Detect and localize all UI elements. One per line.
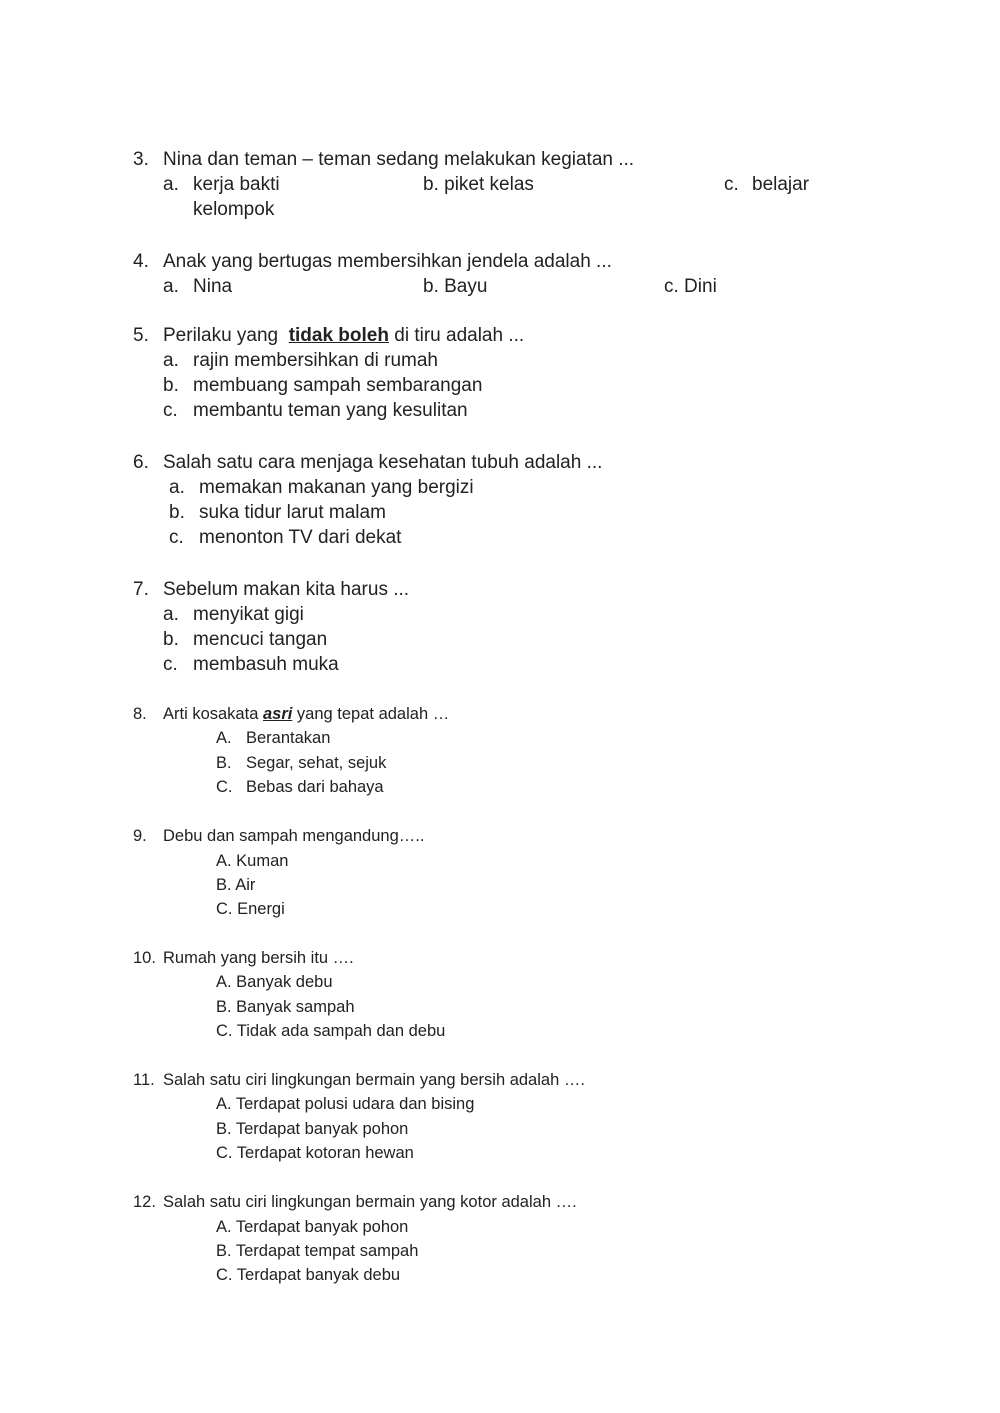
option-letter: c. [163,400,178,421]
option-a: rajin membersihkan di rumah [193,350,438,371]
option-b: B. Banyak sampah [216,998,355,1016]
option-letter: a. [163,174,179,195]
option-c: membantu teman yang kesulitan [193,400,468,421]
option-a: A. Terdapat banyak pohon [216,1218,409,1236]
question-number: 3. [133,149,149,170]
option-b: b. Bayu [423,276,488,297]
option-a: A. Kuman [216,852,289,870]
question-text: Salah satu ciri lingkungan bermain yang kotor adalah …. [163,1193,577,1211]
question-number: 7. [133,579,149,600]
option-letter: A. [216,729,232,747]
question-text-post: di tiru adalah ... [394,325,525,346]
question-text-pre: Perilaku yang [163,325,279,346]
option-b: B. Terdapat tempat sampah [216,1242,419,1260]
question-number: 10. [133,949,156,967]
question-text-pre: Arti kosakata [163,705,259,723]
question-text: Salah satu cara menjaga kesehatan tubuh adalah ... [163,452,603,473]
question-number: 12. [133,1193,156,1211]
question-number: 9. [133,827,147,845]
option-c-continuation: kelompok [193,199,275,220]
option-a: menyikat gigi [193,604,304,625]
question-text: Anak yang bertugas membersihkan jendela adalah ... [163,251,612,272]
option-c: c. Dini [664,276,717,297]
option-a: kerja bakti [193,174,280,195]
emphasis-underlined: asri [262,705,293,723]
option-letter: b. [163,375,179,396]
question-text-post: yang tepat adalah … [296,705,450,723]
emphasis-underlined: tidak boleh [288,325,389,346]
option-letter: C. [216,778,233,796]
option-a: Nina [193,276,233,297]
question-text: Debu dan sampah mengandung….. [163,827,425,845]
option-letter: a. [163,276,179,297]
option-letter: a. [163,604,179,625]
option-b: Segar, sehat, sejuk [246,754,387,772]
option-c: menonton TV dari dekat [199,527,402,548]
question-number: 11. [133,1071,155,1089]
question-text: Rumah yang bersih itu …. [163,949,354,967]
option-letter: c. [724,174,739,195]
option-letter: c. [163,654,178,675]
option-letter: B. [216,754,232,772]
option-b: b. piket kelas [423,174,534,195]
option-c: belajar [752,174,810,195]
question-text: Nina dan teman – teman sedang melakukan kegiatan ... [163,149,635,170]
option-a: memakan makanan yang bergizi [199,477,474,498]
option-c: C. Tidak ada sampah dan debu [216,1022,446,1040]
option-letter: b. [163,629,179,650]
option-a: A. Terdapat polusi udara dan bising [216,1095,475,1113]
option-letter: a. [169,477,185,498]
question-number: 6. [133,452,149,473]
question-number: 5. [133,325,149,346]
option-c: Bebas dari bahaya [246,778,384,796]
question-number: 8. [133,705,147,723]
option-b: B. Terdapat banyak pohon [216,1120,409,1138]
option-c: membasuh muka [193,654,339,675]
option-b: suka tidur larut malam [199,502,386,523]
option-letter: a. [163,350,179,371]
option-letter: c. [169,527,184,548]
option-a: Berantakan [246,729,331,747]
option-b: mencuci tangan [193,629,328,650]
option-c: C. Terdapat kotoran hewan [216,1144,414,1162]
option-letter: b. [169,502,185,523]
option-b: membuang sampah sembarangan [193,375,483,396]
question-number: 4. [133,251,149,272]
option-a: A. Banyak debu [216,973,333,991]
question-text [163,326,524,345]
question-text: Salah satu ciri lingkungan bermain yang bersih adalah …. [163,1071,585,1089]
option-b: B. Air [216,876,256,894]
option-c: C. Energi [216,900,285,918]
option-c: C. Terdapat banyak debu [216,1266,401,1284]
question-text: Sebelum makan kita harus ... [163,579,410,600]
question-text [163,706,449,723]
